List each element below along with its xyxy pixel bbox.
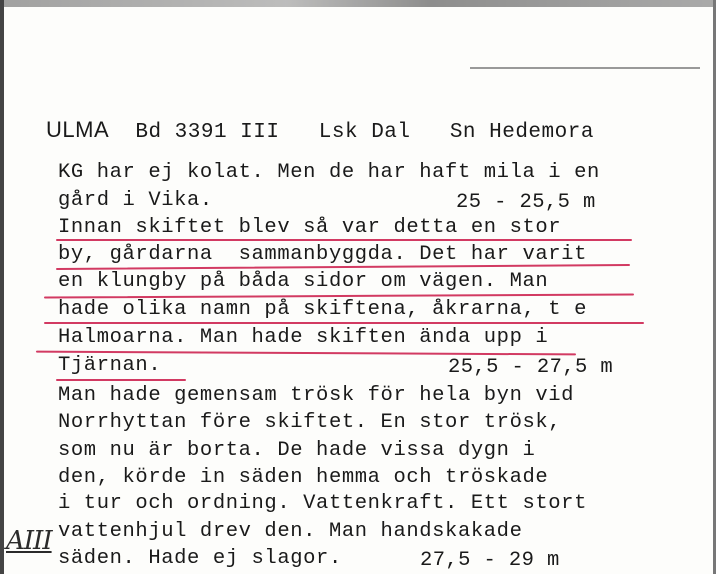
timecode: 27,5 - 29 m — [420, 549, 560, 572]
timecode: 25 - 25,5 m — [456, 191, 596, 214]
text-line: i tur och ordning. Vattenkraft. Ett stort — [58, 492, 587, 515]
district: Lsk Dal — [318, 121, 411, 144]
card-header — [46, 117, 594, 144]
text-line: by, gårdarna sammanbyggda. Det har varit — [58, 243, 587, 266]
card-left-edge — [0, 0, 4, 574]
text-line: vattenhjul drev den. Man handskakade — [58, 520, 523, 543]
text-line: den, körde in säden hemma och tröskade — [58, 466, 549, 489]
text-line: som nu är borta. De hade vissa dygn i — [58, 439, 536, 462]
text-line: Norrhyttan före skiftet. En stor trösk, — [58, 411, 562, 434]
text-line: Man hade gemensam trösk för hela byn vid — [58, 384, 575, 407]
text-line: hade olika namn på skiftena, åkrarna, t e — [58, 298, 587, 321]
archive-name: ULMA — [46, 117, 110, 142]
timecode: 25,5 - 27,5 m — [448, 356, 614, 379]
top-rule-line — [470, 67, 700, 69]
text-line: KG har ej kolat. Men de har haft mila i en — [58, 161, 600, 184]
red-underline — [56, 379, 186, 381]
volume-reference: Bd 3391 III — [135, 121, 280, 144]
text-line: Halmoarna. Man hade skiften ända upp i — [58, 326, 549, 349]
text-line: en klungby på båda sidor om vägen. Man — [58, 270, 549, 293]
handwritten-margin-note: AIII — [6, 526, 52, 556]
text-line: säden. Hade ej slagor. — [58, 547, 342, 570]
parish: Sn Hedemora — [449, 121, 594, 144]
text-line: Innan skiftet blev så var detta en stor — [58, 216, 562, 239]
text-line: gård i Vika. — [58, 189, 213, 212]
text-line: Tjärnan. — [58, 354, 162, 377]
card-top-edge — [0, 0, 716, 7]
red-underline — [56, 239, 632, 241]
red-underline — [44, 322, 644, 324]
